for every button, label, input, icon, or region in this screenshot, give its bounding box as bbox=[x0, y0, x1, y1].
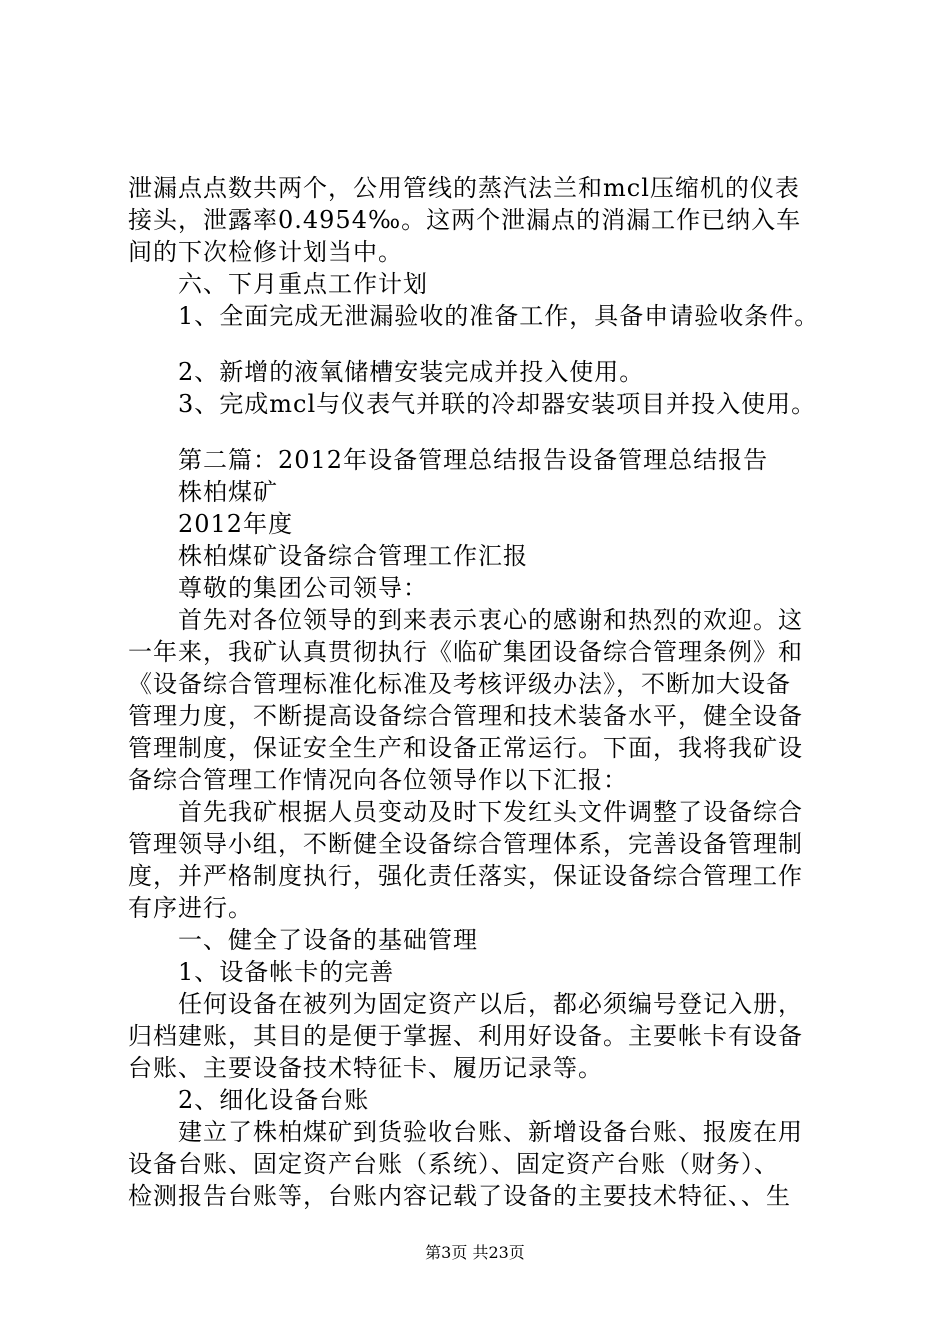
page-number: 第3页 共23页 bbox=[425, 1243, 525, 1262]
text-line: 管理领导小组，不断健全设备综合管理体系，完善设备管理制 bbox=[128, 830, 803, 858]
text-line: 首先对各位领导的到来表示衷心的感谢和热烈的欢迎。这 bbox=[178, 606, 803, 634]
text-line: 株柏煤矿设备综合管理工作汇报 bbox=[178, 542, 528, 570]
text-line: 3、完成mcl与仪表气并联的冷却器安装项目并投入使用。 bbox=[178, 390, 817, 418]
text-line: 2012年度 bbox=[178, 510, 294, 538]
subsection-heading: 1、设备帐卡的完善 bbox=[178, 958, 395, 986]
section-heading: 一、健全了设备的基础管理 bbox=[178, 926, 478, 954]
text-line: 检测报告台账等，台账内容记载了设备的主要技术特征、、生 bbox=[128, 1182, 791, 1210]
text-line: 1、全面完成无泄漏验收的准备工作，具备申请验收条件。 bbox=[178, 302, 820, 330]
text-line: 株柏煤矿 bbox=[178, 478, 278, 506]
subsection-heading: 2、细化设备台账 bbox=[178, 1086, 370, 1114]
text-line: 泄漏点点数共两个，公用管线的蒸汽法兰和mcl压缩机的仪表 bbox=[128, 174, 800, 202]
chapter-title: 第二篇：2012年设备管理总结报告设备管理总结报告 bbox=[178, 446, 769, 474]
text-line: 归档建账，其目的是便于掌握、利用好设备。主要帐卡有设备 bbox=[128, 1022, 803, 1050]
text-line: 建立了株柏煤矿到货验收台账、新增设备台账、报废在用 bbox=[178, 1118, 803, 1146]
document-body bbox=[128, 172, 830, 1212]
text-line: 管理制度，保证安全生产和设备正常运行。下面，我将我矿设 bbox=[128, 734, 803, 762]
text-line: 有序进行。 bbox=[128, 894, 253, 922]
text-line: 首先我矿根据人员变动及时下发红头文件调整了设备综合 bbox=[178, 798, 803, 826]
text-line: 备综合管理工作情况向各位领导作以下汇报： bbox=[128, 766, 628, 794]
text-line: 管理力度，不断提高设备综合管理和技术装备水平，健全设备 bbox=[128, 702, 803, 730]
text-line: 任何设备在被列为固定资产以后，都必须编号登记入册， bbox=[178, 990, 803, 1018]
text-line: 度，并严格制度执行，强化责任落实，保证设备综合管理工作 bbox=[128, 862, 803, 890]
text-line: 间的下次检修计划当中。 bbox=[128, 238, 403, 266]
text-line: 接头，泄露率0.4954‰。这两个泄漏点的消漏工作已纳入车 bbox=[128, 206, 802, 234]
text-line: 《设备综合管理标准化标准及考核评级办法》，不断加大设备 bbox=[128, 670, 791, 698]
page-footer bbox=[0, 1243, 950, 1263]
salutation: 尊敬的集团公司领导： bbox=[178, 574, 428, 602]
text-line: 设备台账、固定资产台账（系统）、固定资产台账（财务）、 bbox=[128, 1150, 779, 1178]
text-line: 2、新增的液氧储槽安装完成并投入使用。 bbox=[178, 358, 645, 386]
section-heading: 六、下月重点工作计划 bbox=[178, 270, 428, 298]
text-line: 一年来，我矿认真贯彻执行《临矿集团设备综合管理条例》和 bbox=[128, 638, 803, 666]
text-line: 台账、主要设备技术特征卡、履历记录等。 bbox=[128, 1054, 603, 1082]
